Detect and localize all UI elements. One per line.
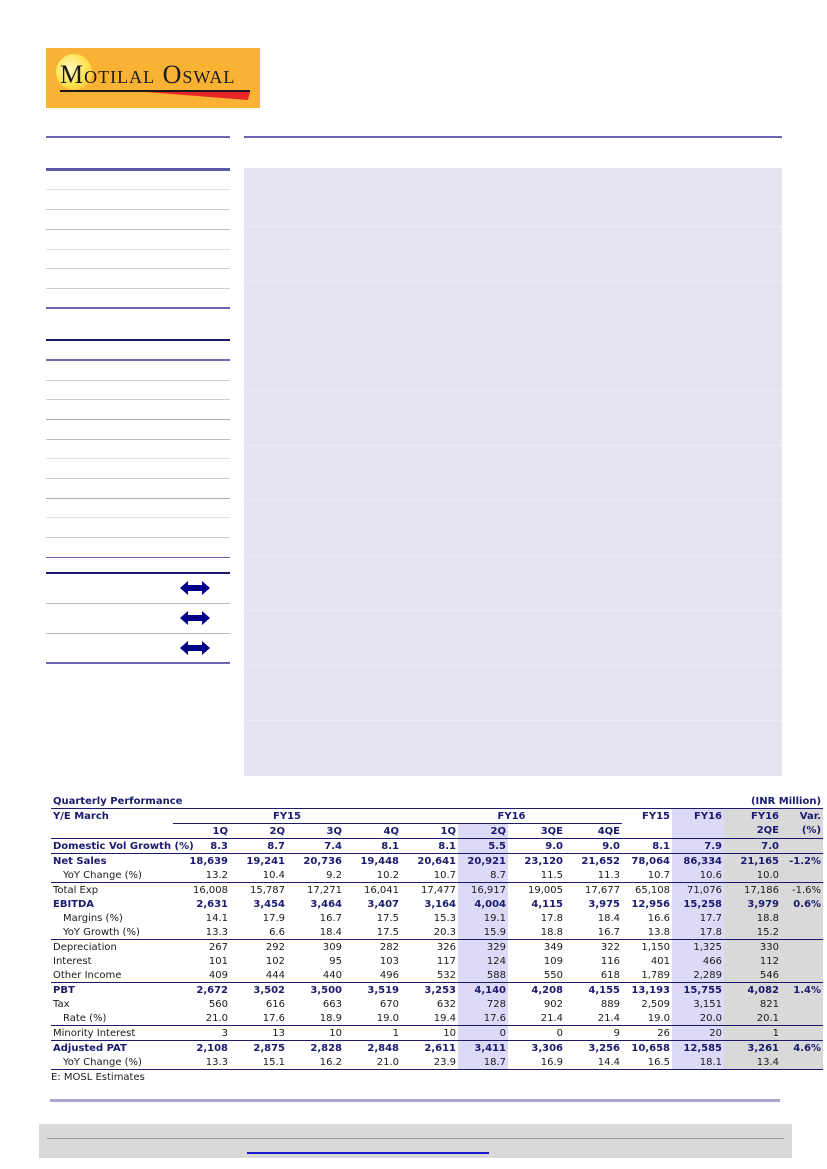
table-cell [781, 968, 823, 983]
table-row [51, 983, 823, 998]
table-cell: 17.5 [376, 912, 399, 924]
table-cell: -1.2% [781, 854, 823, 869]
fy15-group-header: FY15 [173, 809, 401, 824]
panel-divider [244, 610, 782, 611]
left-row-divider [46, 498, 230, 499]
left-row-divider [46, 380, 230, 381]
table-cell: 3,411 [458, 1041, 508, 1056]
table-cell [781, 954, 823, 968]
table-cell: 15,787 [250, 884, 285, 896]
table-cell: 14.4 [565, 1055, 622, 1070]
table-cell: 0 [508, 1026, 565, 1041]
table-cell [781, 940, 823, 955]
table-cell: 101 [208, 955, 228, 967]
panel-divider [244, 555, 782, 556]
table-cell: 1,325 [672, 940, 724, 955]
table-cell: 2,875 [253, 1042, 285, 1054]
table-cell: 16.5 [622, 1055, 672, 1070]
table-cell: 3,519 [367, 984, 399, 996]
table-cell: 3,407 [367, 898, 399, 910]
table-cell: 13.4 [724, 1055, 781, 1070]
estimates-note: E: MOSL Estimates [51, 1072, 145, 1083]
table-cell [781, 1026, 823, 1041]
quarter-header: 1Q [401, 824, 458, 839]
table-cell: 15.2 [724, 925, 781, 940]
left-row-divider [46, 517, 230, 518]
table-cell: 18.4 [597, 912, 620, 924]
table-cell: 18.7 [458, 1055, 508, 1070]
table-cell: 19.0 [344, 1011, 401, 1026]
left-row-divider [46, 288, 230, 289]
table-cell: 1 [724, 1026, 781, 1041]
table-cell: 3,979 [724, 897, 781, 911]
table-cell: 18.8 [724, 911, 781, 925]
left-row-divider [46, 229, 230, 230]
quarterly-performance-table [51, 794, 823, 839]
table-cell: 329 [458, 940, 508, 955]
table-cell: 10.4 [230, 868, 287, 883]
table-cell: 2,509 [641, 998, 670, 1010]
table-row [51, 940, 823, 955]
table-cell: 10.7 [622, 868, 672, 883]
table-cell: 103 [379, 955, 399, 967]
left-section-rule [46, 339, 230, 341]
table-cell: 4,208 [531, 984, 563, 996]
table-row [51, 883, 823, 898]
table-cell: 17,677 [585, 884, 620, 896]
table-cell: 20.0 [672, 1011, 724, 1026]
table-cell: 3,306 [531, 1042, 563, 1054]
table-cell: 0.6% [781, 897, 823, 911]
table-cell: 728 [458, 997, 508, 1011]
table-cell: 20 [672, 1026, 724, 1041]
table-cell: 444 [230, 968, 287, 983]
table-cell: 15.3 [433, 912, 456, 924]
table-cell: 409 [173, 968, 230, 983]
table-cell: 21.4 [565, 1011, 622, 1026]
table-cell: 466 [672, 954, 724, 968]
table-cell: 16.7 [565, 925, 622, 940]
logo-text: Motilal Oswal [60, 60, 236, 89]
logo-swoosh-icon [146, 92, 250, 100]
logo-rule [60, 90, 250, 92]
table-cell: 19,241 [246, 855, 285, 867]
left-section-rule [46, 662, 230, 664]
table-row [51, 997, 823, 1011]
table-cell: 11.5 [508, 868, 565, 883]
table-cell: 2,631 [196, 898, 228, 910]
table-row [51, 1041, 823, 1056]
table-cell: 4,004 [458, 897, 508, 911]
left-row-divider [46, 603, 230, 604]
table-cell: 17,186 [724, 883, 781, 898]
table-cell: 17.5 [344, 925, 401, 940]
table-cell: 349 [543, 941, 563, 953]
table-cell: 86,334 [672, 854, 724, 869]
table-cell: 13.3 [173, 925, 230, 940]
table-cell: 4,082 [724, 983, 781, 998]
left-row-divider [46, 478, 230, 479]
variance-sub-header: (%) [781, 824, 823, 839]
quarter-header: 1Q [173, 824, 230, 839]
footer-box [39, 1124, 792, 1158]
table-cell: 2,828 [310, 1042, 342, 1054]
row-label: Interest [53, 955, 92, 967]
left-row-divider [46, 209, 230, 210]
table-cell: 13,193 [631, 984, 670, 996]
table-row [51, 1011, 823, 1026]
table-cell: 9.0 [508, 839, 565, 854]
left-header-rule [46, 136, 230, 138]
table-cell: 10 [287, 1026, 344, 1041]
table-cell: 13.8 [622, 925, 672, 940]
row-label: Rate (%) [51, 1011, 173, 1026]
left-section-rule [46, 307, 230, 309]
table-cell: 326 [436, 941, 456, 953]
table-cell: 21.0 [173, 1011, 230, 1026]
ye-label: Y/E March [51, 809, 173, 824]
table-cell: 670 [379, 998, 399, 1010]
table-title: Quarterly Performance [53, 795, 183, 807]
table-cell: 19,448 [360, 855, 399, 867]
annual-fy16-header: FY16 [672, 809, 724, 824]
table-cell: 330 [724, 940, 781, 955]
row-label: Other Income [51, 968, 173, 983]
table-cell: 13 [230, 1026, 287, 1041]
table-cell: 7.9 [672, 839, 724, 854]
table-cell: 2,108 [196, 1042, 228, 1054]
table-cell: 11.3 [565, 868, 622, 883]
table-cell: 26 [622, 1026, 672, 1041]
row-label: EBITDA [53, 898, 95, 910]
row-label: Tax [53, 998, 70, 1010]
table-cell: 267 [208, 941, 228, 953]
table-cell [781, 839, 823, 854]
row-label: Minority Interest [51, 1026, 173, 1041]
table-cell: 21.0 [344, 1055, 401, 1070]
table-cell: 20,921 [458, 854, 508, 869]
panel-divider [244, 720, 782, 721]
table-cell: 17.7 [672, 911, 724, 925]
table-cell: 116 [600, 955, 620, 967]
table-row [51, 854, 823, 869]
table-cell [781, 997, 823, 1011]
table-cell: -1.6% [781, 883, 823, 898]
table-cell: 618 [565, 968, 622, 983]
table-cell: 0 [458, 1026, 508, 1041]
company-logo [46, 48, 260, 108]
annual-fy15-header: FY15 [622, 809, 672, 824]
left-section-rule [46, 557, 230, 558]
table-cell: 821 [724, 997, 781, 1011]
table-cell: 3,256 [588, 1042, 620, 1054]
table-cell: 8.3 [173, 839, 230, 854]
quarter-header: 2Q [458, 824, 508, 839]
panel-divider [244, 226, 782, 227]
table-cell: 1,150 [641, 941, 670, 953]
table-cell: 4,140 [458, 983, 508, 998]
table-row [51, 968, 823, 983]
table-row [51, 839, 823, 854]
table-cell: 20,641 [417, 855, 456, 867]
table-cell: 16.9 [508, 1055, 565, 1070]
table-cell: 3,164 [424, 898, 456, 910]
left-row-divider [46, 439, 230, 440]
table-cell: 1.4% [781, 983, 823, 998]
table-cell: 12,585 [672, 1041, 724, 1056]
table-cell: 4,115 [531, 898, 563, 910]
table-row [51, 1026, 823, 1041]
left-row-divider [46, 419, 230, 420]
table-cell: 13.3 [173, 1055, 230, 1070]
table-cell [781, 911, 823, 925]
table-cell: 23,120 [524, 855, 563, 867]
double-arrow-icon [180, 640, 210, 656]
table-cell: 309 [322, 941, 342, 953]
table-cell: 401 [650, 955, 670, 967]
table-cell: 1 [344, 1026, 401, 1041]
table-cell: 663 [322, 998, 342, 1010]
table-cell: 16,008 [193, 884, 228, 896]
left-row-divider [46, 268, 230, 269]
table-cell: 8.7 [458, 868, 508, 883]
header-row-2 [51, 824, 823, 839]
table-cell: 2,848 [367, 1042, 399, 1054]
table-cell: 10.0 [724, 868, 781, 883]
table-cell: 3,253 [424, 984, 456, 996]
header-row-1 [51, 809, 823, 824]
table-cell: 4.6% [781, 1041, 823, 1056]
table-cell: 18,639 [189, 855, 228, 867]
table-cell: 9.2 [287, 868, 344, 883]
table-cell: 16.7 [319, 912, 342, 924]
table-cell: 65,108 [635, 884, 670, 896]
table-row [51, 954, 823, 968]
row-label: YoY Growth (%) [51, 925, 173, 940]
table-cell: 20,736 [303, 855, 342, 867]
fy16-group-header: FY16 [401, 809, 622, 824]
table-cell: 16,917 [458, 883, 508, 898]
table-cell: 10 [401, 1026, 458, 1041]
table-cell: 3 [173, 1026, 230, 1041]
table-cell: 19.4 [401, 1011, 458, 1026]
variance-header: Var. [781, 809, 823, 824]
row-label: Domestic Vol Growth (%) [53, 840, 194, 852]
table-cell: 17.8 [540, 912, 563, 924]
row-label: Net Sales [53, 855, 107, 867]
quarter-header: 3Q [287, 824, 344, 839]
table-cell: 23.9 [401, 1055, 458, 1070]
table-cell: 102 [265, 955, 285, 967]
panel-divider [244, 445, 782, 446]
quarter-header: 3QE [508, 824, 565, 839]
table-cell: 292 [265, 941, 285, 953]
table-cell: 17,477 [421, 884, 456, 896]
table-cell: 889 [600, 998, 620, 1010]
table-title-row [51, 794, 823, 809]
right-header-rule [244, 136, 782, 138]
table-cell: 17,271 [307, 884, 342, 896]
estimate-fy16-header: FY16 [724, 809, 781, 824]
table-cell: 902 [543, 998, 563, 1010]
table-cell: 496 [344, 968, 401, 983]
panel-divider [244, 500, 782, 501]
table-cell: 15,755 [672, 983, 724, 998]
panel-divider [244, 390, 782, 391]
table-cell: 20.3 [401, 925, 458, 940]
table-cell: 15,258 [672, 897, 724, 911]
table-cell: 588 [458, 968, 508, 983]
quarter-header: 2Q [230, 824, 287, 839]
table-cell: 17.6 [230, 1011, 287, 1026]
left-row-divider [46, 399, 230, 400]
table-cell: 3,975 [588, 898, 620, 910]
table-cell: 2,611 [424, 1042, 456, 1054]
panel-divider [244, 281, 782, 282]
table-cell: 17.6 [458, 1011, 508, 1026]
left-row-divider [46, 189, 230, 190]
table-cell: 16.6 [647, 912, 670, 924]
row-label: Adjusted PAT [53, 1042, 127, 1054]
row-label: YoY Change (%) [51, 868, 173, 883]
table-cell: 18.9 [287, 1011, 344, 1026]
table-cell: 3,261 [724, 1041, 781, 1056]
table-cell: 3,500 [310, 984, 342, 996]
table-cell: 616 [265, 998, 285, 1010]
table-cell: 3,151 [672, 997, 724, 1011]
quarterly-performance-section [51, 794, 822, 1083]
table-cell: 8.1 [401, 839, 458, 854]
table-cell: 14.1 [205, 912, 228, 924]
table-row [51, 1055, 823, 1070]
table-cell: 8.1 [622, 839, 672, 854]
left-section-rule [46, 572, 230, 574]
table-cell: 112 [724, 954, 781, 968]
table-cell: 9 [565, 1026, 622, 1041]
double-arrow-icon [180, 580, 210, 596]
table-row [51, 911, 823, 925]
table-cell [781, 868, 823, 883]
table-cell: 3,454 [253, 898, 285, 910]
table-cell: 550 [508, 968, 565, 983]
table-row [51, 897, 823, 911]
table-cell: 16,041 [364, 884, 399, 896]
table-cell: 8.7 [230, 839, 287, 854]
table-cell: 7.0 [724, 839, 781, 854]
panel-divider [244, 665, 782, 666]
table-cell: 15.1 [230, 1055, 287, 1070]
footer-divider [47, 1138, 784, 1139]
table-cell: 19,005 [528, 884, 563, 896]
row-label: YoY Change (%) [51, 1055, 173, 1070]
footer-link[interactable] [247, 1152, 489, 1154]
table-row [51, 925, 823, 940]
table-cell: 78,064 [631, 855, 670, 867]
footer-rule [50, 1099, 780, 1102]
table-cell: 3,464 [310, 898, 342, 910]
table-cell: 18.8 [508, 925, 565, 940]
table-cell: 18.4 [287, 925, 344, 940]
table-cell: 2,289 [672, 968, 724, 983]
row-label: PBT [53, 984, 75, 996]
table-cell: 18.1 [672, 1055, 724, 1070]
table-cell: 532 [401, 968, 458, 983]
table-cell: 5.5 [458, 839, 508, 854]
table-cell: 10.7 [401, 868, 458, 883]
quarterly-performance-body [51, 839, 823, 1070]
table-cell [781, 1011, 823, 1026]
left-row-divider [46, 633, 230, 634]
table-cell [781, 925, 823, 940]
table-cell: 17.9 [262, 912, 285, 924]
table-cell: 15.9 [458, 925, 508, 940]
table-cell: 19.0 [622, 1011, 672, 1026]
table-cell: 3,502 [253, 984, 285, 996]
left-header-rule-2 [46, 168, 230, 171]
table-cell: 282 [379, 941, 399, 953]
table-cell: 10,658 [631, 1042, 670, 1054]
table-cell: 21,165 [724, 854, 781, 869]
table-cell: 71,076 [672, 883, 724, 898]
table-cell: 1,789 [622, 968, 672, 983]
table-cell: 21,652 [581, 855, 620, 867]
table-cell: 17.8 [672, 925, 724, 940]
left-row-divider [46, 458, 230, 459]
table-cell: 10.6 [672, 868, 724, 883]
table-cell: 9.0 [565, 839, 622, 854]
left-section-rule [46, 359, 230, 361]
table-cell: 13.2 [173, 868, 230, 883]
table-cell: 12,956 [631, 898, 670, 910]
table-cell: 632 [436, 998, 456, 1010]
table-cell: 6.6 [230, 925, 287, 940]
table-cell: 4,155 [588, 984, 620, 996]
left-row-divider [46, 249, 230, 250]
table-row [51, 868, 823, 883]
double-arrow-icon [180, 610, 210, 626]
table-cell: 19.1 [458, 911, 508, 925]
quarter-header: 4Q [344, 824, 401, 839]
table-cell [781, 1055, 823, 1070]
table-cell: 322 [600, 941, 620, 953]
estimate-sub-header: 2QE [724, 824, 781, 839]
table-cell: 95 [329, 955, 342, 967]
quarter-header: 4QE [565, 824, 622, 839]
table-cell: 2,672 [196, 984, 228, 996]
row-label: Depreciation [53, 941, 117, 953]
table-cell: 560 [208, 998, 228, 1010]
table-cell: 117 [436, 955, 456, 967]
table-cell: 440 [287, 968, 344, 983]
row-label: Total Exp [53, 884, 99, 896]
table-cell: 8.1 [344, 839, 401, 854]
unit-label: (INR Million) [750, 795, 822, 807]
table-cell: 124 [458, 954, 508, 968]
table-cell: 546 [724, 968, 781, 983]
row-label: Margins (%) [63, 912, 123, 924]
table-cell: 10.2 [344, 868, 401, 883]
table-cell: 7.4 [287, 839, 344, 854]
table-cell: 109 [543, 955, 563, 967]
left-row-divider [46, 537, 230, 538]
table-cell: 16.2 [287, 1055, 344, 1070]
summary-panel [244, 168, 782, 776]
table-cell: 20.1 [724, 1011, 781, 1026]
table-cell: 21.4 [508, 1011, 565, 1026]
